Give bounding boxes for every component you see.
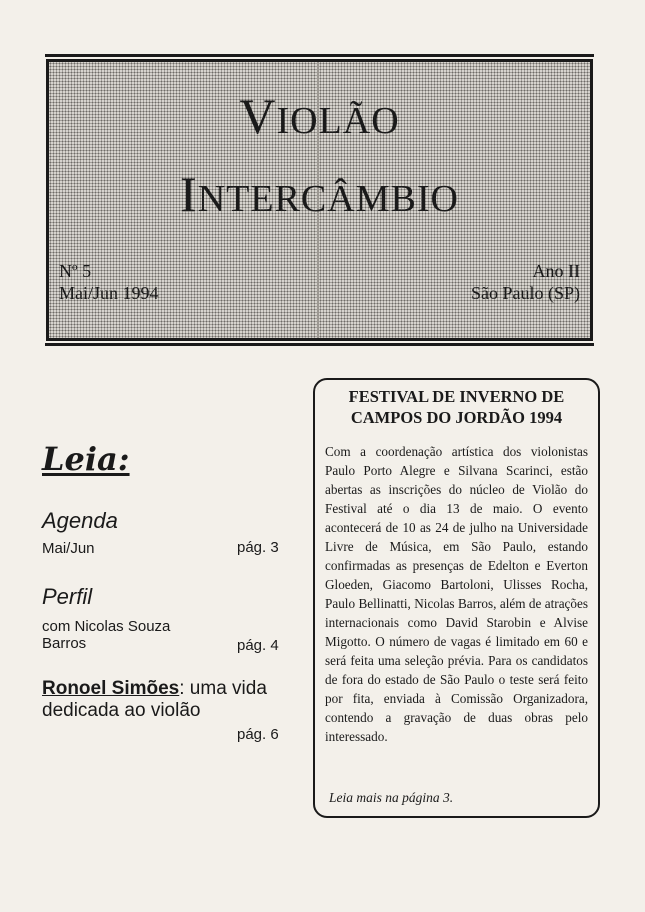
title-line-1-initial: V (239, 88, 277, 144)
toc-item-title-2: dedicada ao violão (42, 700, 201, 721)
feature-box (313, 378, 600, 818)
toc-item-page: pág. 3 (237, 539, 279, 556)
feature-footer: Leia mais na página 3. (329, 790, 454, 805)
toc-item-title: Agenda (42, 508, 118, 533)
toc-item-title-rest: : uma vida (179, 678, 267, 699)
feature-title-line-2: CAMPOS DO JORDÃO 1994 (350, 408, 563, 427)
toc-item-agenda (42, 508, 279, 557)
toc-item-ronoel (42, 678, 279, 743)
city-label: São Paulo (SP) (470, 283, 580, 303)
toc-item-page: pág. 4 (237, 637, 279, 654)
feature-title-line-1: FESTIVAL DE INVERNO DE (348, 387, 565, 406)
issue-info (59, 260, 159, 304)
toc-item-perfil (42, 584, 279, 654)
toc-item-title: Perfil (42, 584, 93, 609)
masthead (42, 55, 597, 345)
masthead-panel (46, 59, 593, 341)
title-line-1-rest: IOLÃO (276, 100, 400, 142)
issue-date: Mai/Jun 1994 (59, 283, 159, 303)
toc-item-page: pág. 6 (237, 726, 279, 743)
masthead-bottom-rule (45, 343, 594, 346)
toc-item-title (42, 678, 267, 700)
title-line-2-rest: NTERCÂMBIO (197, 178, 459, 220)
title-line-2-initial: I (180, 166, 198, 222)
title-line-2 (49, 165, 590, 223)
contents-heading: Leia: (42, 440, 130, 478)
toc-item-subtitle: Mai/Jun (42, 540, 95, 557)
year-label: Ano II (532, 261, 580, 281)
issue-number: Nº 5 (59, 261, 92, 281)
publication-info (471, 260, 580, 304)
masthead-top-rule (45, 54, 594, 57)
toc-item-subtitle-2: Barros (42, 635, 87, 652)
feature-title (315, 386, 598, 428)
toc-item-title-bold: Ronoel Simões (42, 678, 180, 699)
toc-item-subtitle: com Nicolas Souza (42, 618, 171, 635)
title-line-1 (49, 87, 590, 145)
feature-body: Com a coordenação artística dos violonistas Paulo Porto Alegre e Silvana Scarinci, estão abertas as inscrições do núcleo de Violão do Festival até o dia 13 de maio. O evento acontecerá de 10 as 24 de julho na Universidade Livre de Música, em São Paulo, estando confirmadas as presenças de Edelton e Everton Gloeden, Giacomo Bartoloni, Ulisses Rocha, Paulo Bellinatti, Nicolas Barros, além de atrações internacionais como David Starobin e Alvise Migotto. O número de vagas é limitado em 60 e será feita uma seleção prévia. Para os candidatos de fora do estado de São Paulo o teste será feito por fita, enviada à Comissão Organizadora, contendo a gravação de duas obras pelo interessado. (325, 444, 588, 744)
